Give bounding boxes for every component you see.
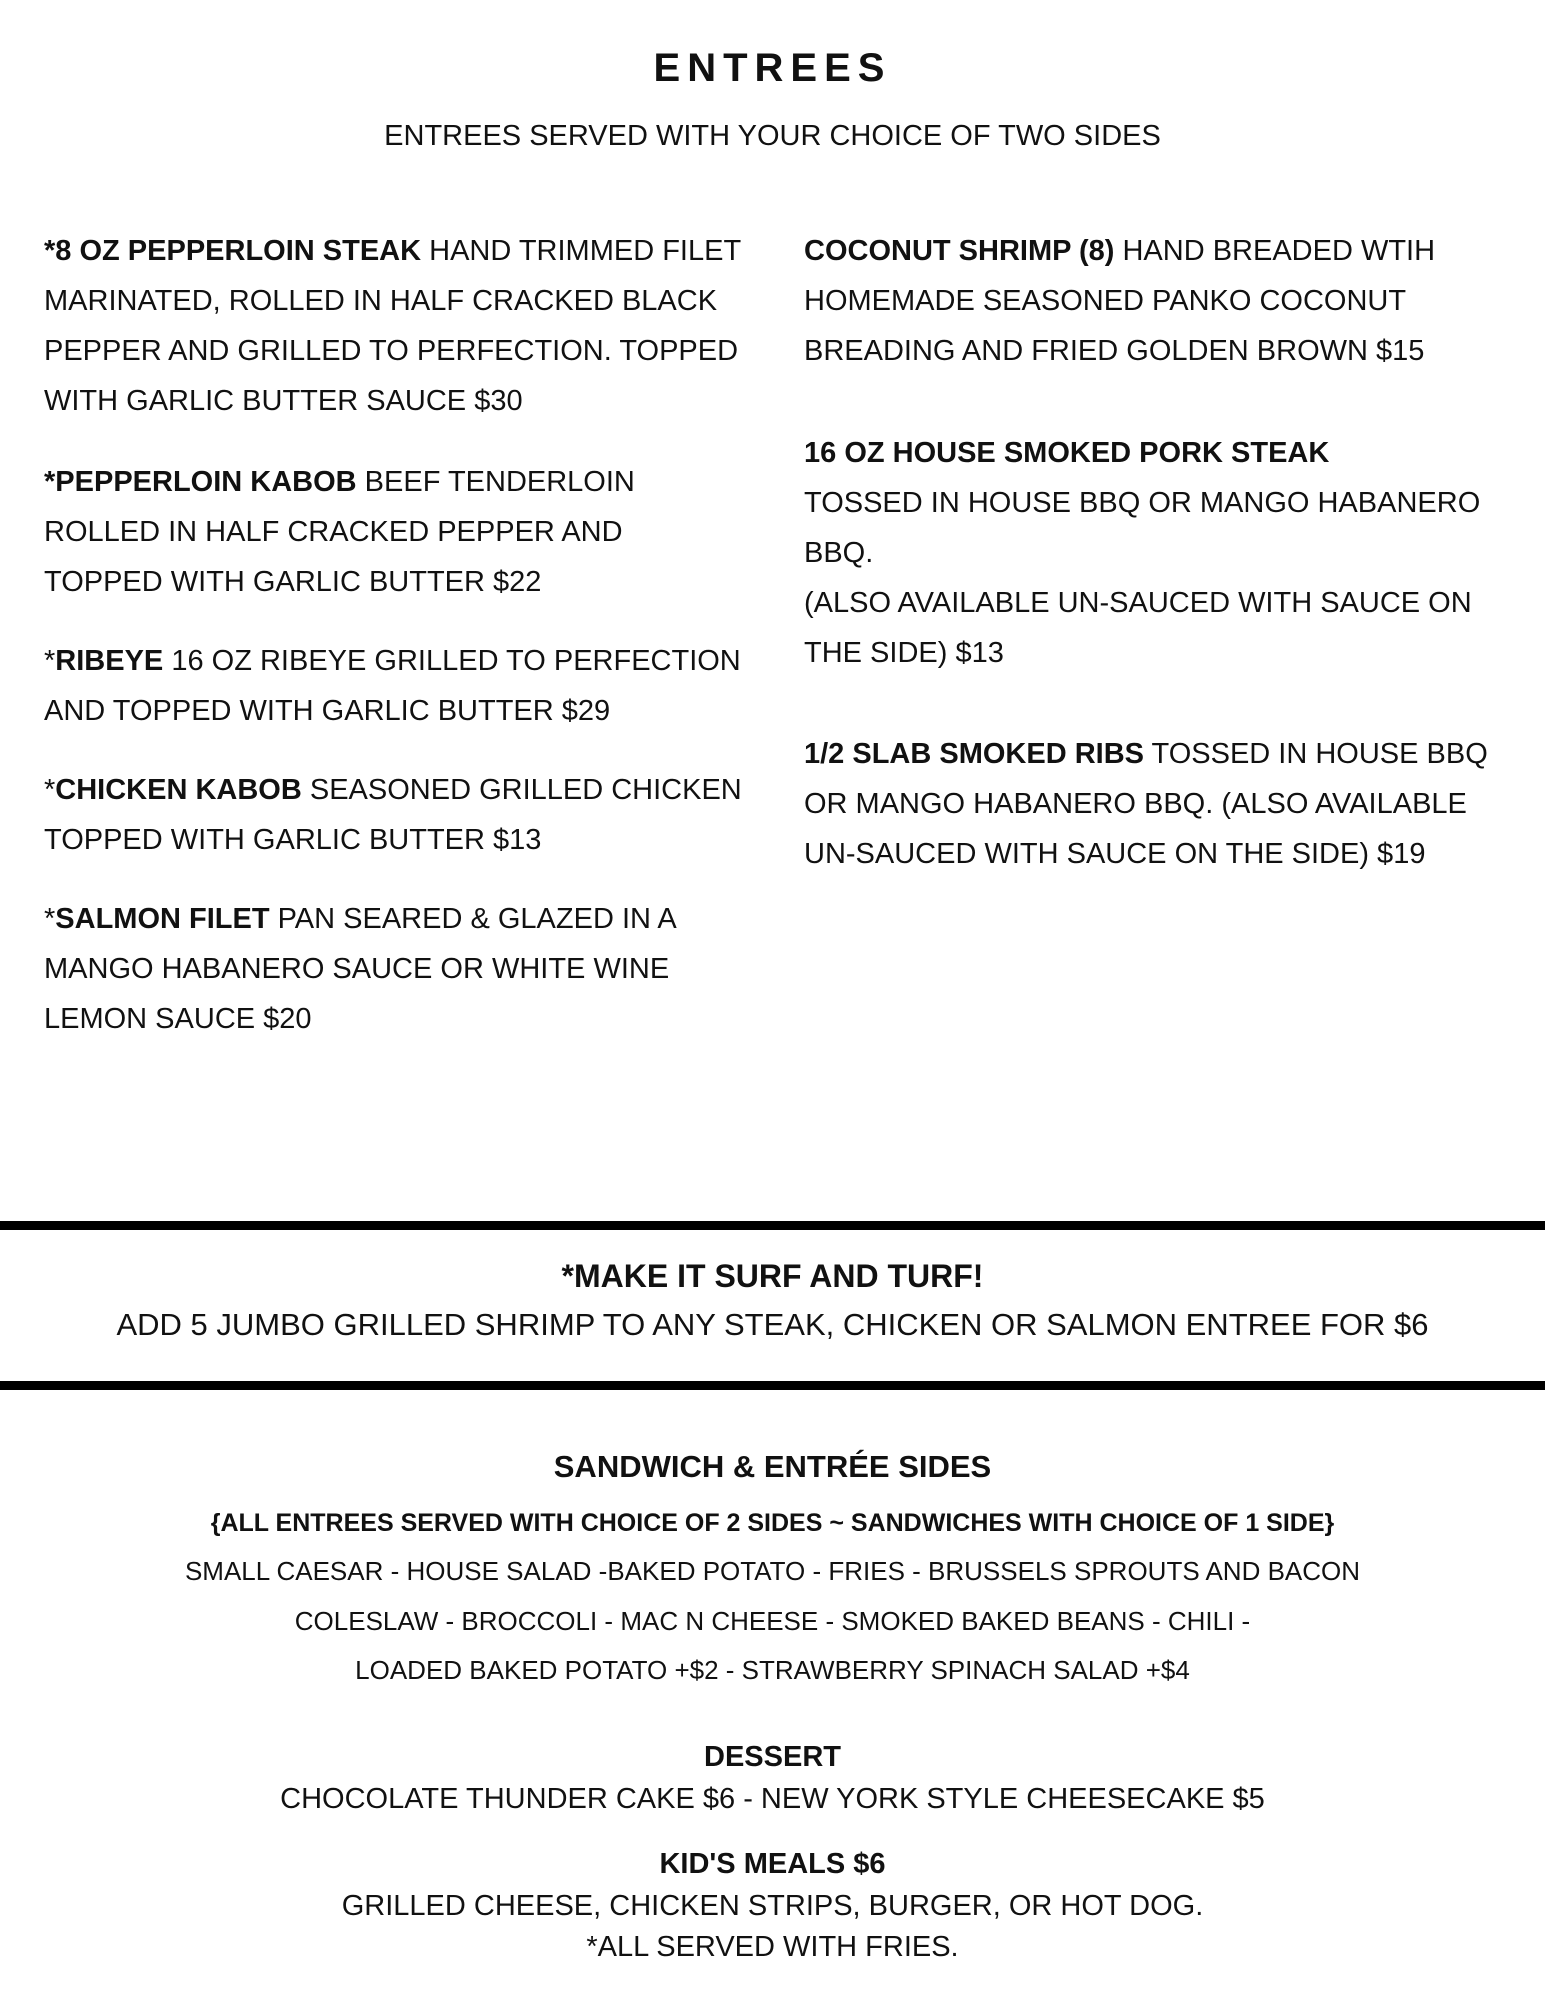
kids-meals-body: GRILLED CHEESE, CHICKEN STRIPS, BURGER, OR HOT DOG.: [341, 1890, 1204, 1922]
sides-title: SANDWICH & ENTRÉE SIDES: [553, 1449, 992, 1484]
sides-list-line: COLESLAW - BROCCOLI - MAC N CHEESE - SMOKED BAKED BEANS - CHILI -: [294, 1606, 1251, 1636]
item-description-note: UN-SAUCED WITH SAUCE ON THE SIDE) $19: [804, 838, 1426, 870]
entrees-left-column: [44, 226, 744, 1044]
item-name: RIBEYE: [55, 645, 164, 677]
item-name: *8 OZ PEPPERLOIN STEAK: [44, 235, 422, 267]
sides-list-line: SMALL CAESAR - HOUSE SALAD -BAKED POTATO - FRIES - BRUSSELS SPROUTS AND BACON: [184, 1556, 1361, 1586]
menu-item-pepperloin-steak: [44, 226, 744, 426]
item-description: TOSSED IN HOUSE BBQ OR MANGO HABANERO BBQ.: [804, 487, 1481, 569]
item-description: 16 OZ RIBEYE GRILLED TO PERFECTION AND TOPPED WITH GARLIC BUTTER $29: [44, 645, 741, 727]
item-name: COCONUT SHRIMP (8): [804, 235, 1115, 267]
item-name: *PEPPERLOIN KABOB: [44, 466, 357, 498]
divider: [0, 1381, 1545, 1390]
item-prefix: *: [44, 903, 56, 935]
item-name: 1/2 SLAB SMOKED RIBS: [804, 738, 1144, 770]
item-description: HAND TRIMMED FILET MARINATED, ROLLED IN HALF CRACKED BLACK PEPPER AND GRILLED TO PERFECTION. TOPPED WITH GARLIC BUTTER SAUCE $30: [44, 235, 741, 417]
divider: [0, 1221, 1545, 1230]
menu-item-ribeye: [44, 636, 744, 736]
item-prefix: *: [44, 774, 56, 806]
item-description-note: (ALSO AVAILABLE UN-SAUCED WITH SAUCE ON THE SIDE) $13: [804, 587, 1472, 669]
item-description: SEASONED GRILLED CHICKEN TOPPED WITH GARLIC BUTTER $13: [44, 774, 742, 856]
item-description: HAND BREADED WTIH HOMEMADE SEASONED PANKO COCONUT BREADING AND FRIED GOLDEN BROWN $15: [804, 235, 1436, 367]
page-title: ENTREES: [653, 46, 892, 90]
surf-and-turf-body: ADD 5 JUMBO GRILLED SHRIMP TO ANY STEAK, CHICKEN OR SALMON ENTREE FOR $6: [116, 1307, 1429, 1342]
menu-item-pork-steak: [804, 428, 1504, 678]
menu-item-coconut-shrimp: [804, 226, 1504, 376]
dessert-body: CHOCOLATE THUNDER CAKE $6 - NEW YORK STYLE CHEESECAKE $5: [280, 1783, 1265, 1815]
menu-item-chicken-kabob: [44, 765, 744, 865]
sides-list-line: LOADED BAKED POTATO +$2 - STRAWBERRY SPINACH SALAD +$4: [355, 1655, 1190, 1685]
kids-meals-title: KID'S MEALS $6: [659, 1848, 886, 1880]
menu-item-salmon-filet: [44, 894, 744, 1044]
dessert-title: DESSERT: [704, 1741, 841, 1773]
item-description: PAN SEARED & GLAZED IN A MANGO HABANERO SAUCE OR WHITE WINE LEMON SAUCE $20: [44, 903, 676, 1035]
item-description: BEEF TENDERLOIN ROLLED IN HALF CRACKED PEPPER AND TOPPED WITH GARLIC BUTTER $22: [44, 466, 635, 598]
item-name: CHICKEN KABOB: [55, 774, 302, 806]
surf-and-turf-title: *MAKE IT SURF AND TURF!: [561, 1258, 984, 1294]
sides-note: {ALL ENTREES SERVED WITH CHOICE OF 2 SIDES ~ SANDWICHES WITH CHOICE OF 1 SIDE}: [210, 1509, 1335, 1537]
entrees-right-column: [804, 226, 1504, 879]
kids-meals-note: *ALL SERVED WITH FRIES.: [586, 1931, 959, 1963]
page-subtitle: ENTREES SERVED WITH YOUR CHOICE OF TWO SIDES: [384, 120, 1161, 152]
item-name: SALMON FILET: [55, 903, 270, 935]
item-name: 16 OZ HOUSE SMOKED PORK STEAK: [804, 437, 1330, 469]
item-prefix: *: [44, 645, 56, 677]
menu-item-smoked-ribs: [804, 729, 1504, 879]
menu-item-pepperloin-kabob: [44, 457, 744, 607]
item-description: TOSSED IN HOUSE BBQ OR MANGO HABANERO BBQ. (ALSO AVAILABLE: [804, 738, 1488, 820]
